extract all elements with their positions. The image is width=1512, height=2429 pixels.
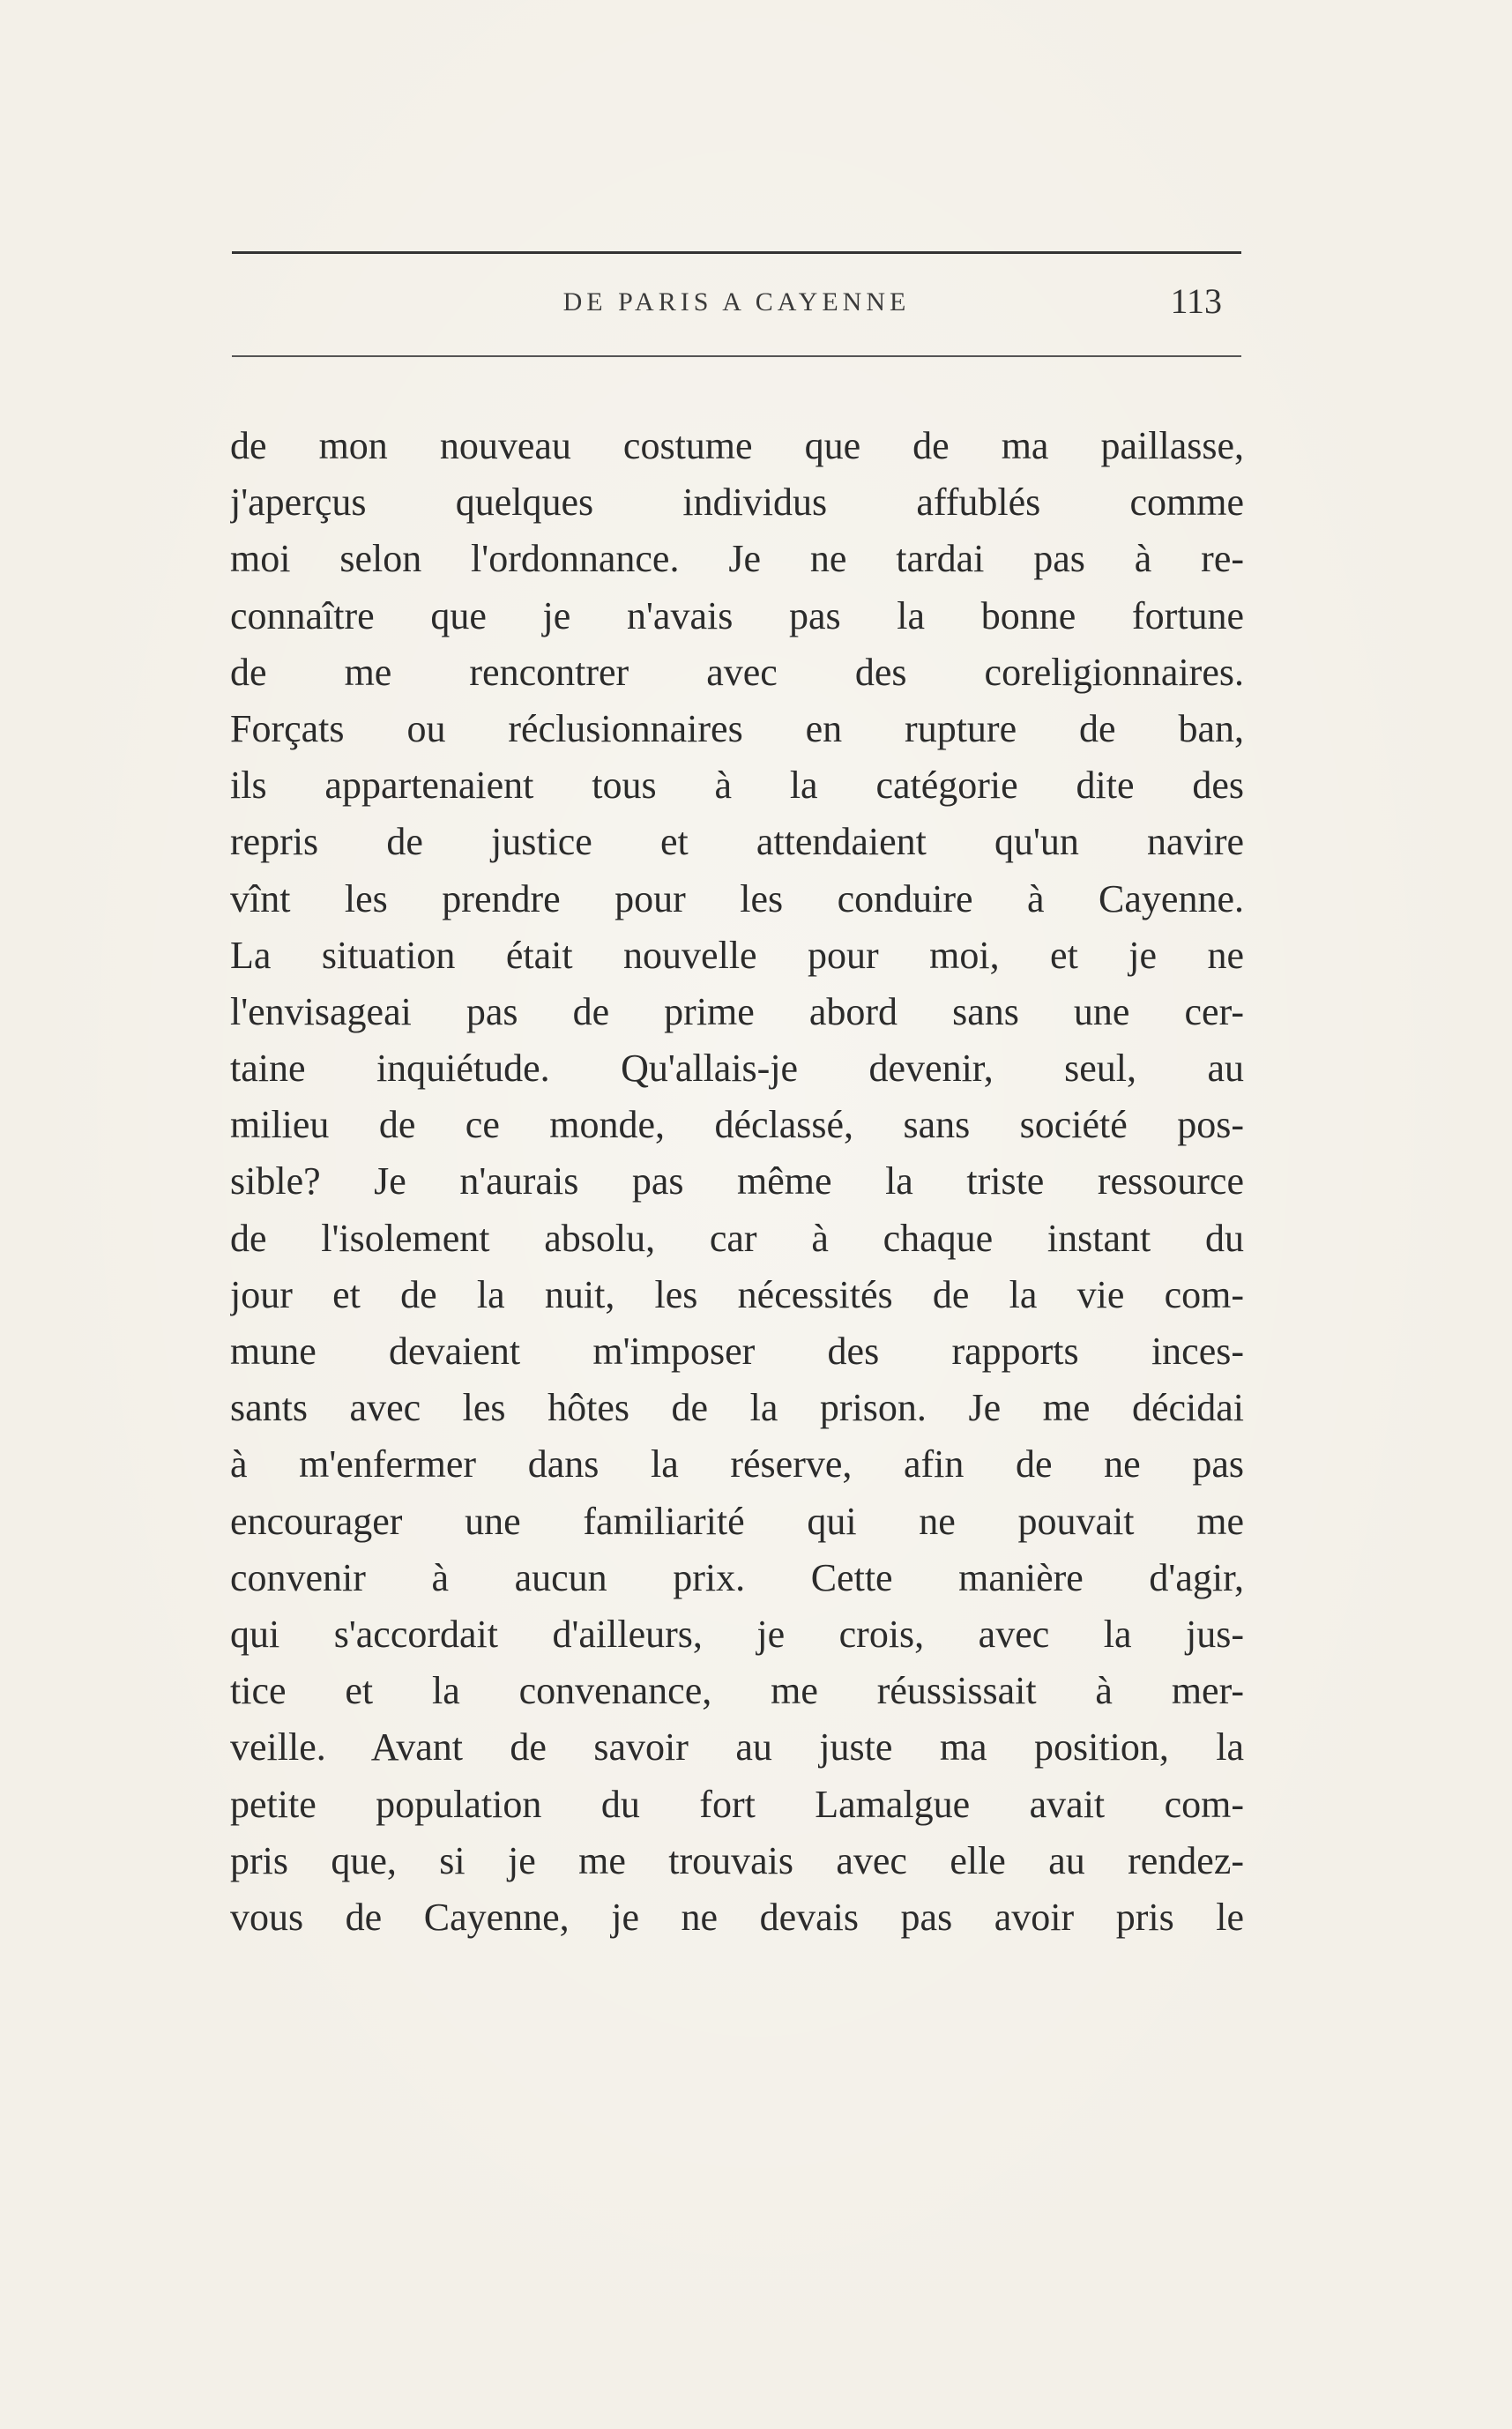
text-line: vînt les prendre pour les conduire à Cayenne. bbox=[230, 876, 1244, 920]
header-bottom-rule bbox=[232, 355, 1241, 357]
header-top-rule bbox=[232, 251, 1241, 254]
text-line: de mon nouveau costume que de ma paillasse, bbox=[230, 424, 1244, 467]
page-number: 113 bbox=[1170, 281, 1222, 321]
text-line: taine inquiétude. Qu'allais-je devenir, seul, au bbox=[230, 1047, 1244, 1091]
text-line: jour et de la nuit, les nécessités de la vie com- bbox=[230, 1272, 1244, 1316]
text-line: l'envisageai pas de prime abord sans une cer- bbox=[230, 989, 1244, 1033]
text-line: de l'isolement absolu, car à chaque instant du bbox=[230, 1216, 1244, 1260]
text-line: qui s'accordait d'ailleurs, je crois, avec la jus- bbox=[230, 1612, 1244, 1656]
text-line: repris de justice et attendaient qu'un navire bbox=[230, 820, 1244, 864]
text-line: veille. Avant de savoir au juste ma position, la bbox=[230, 1725, 1244, 1770]
text-line: Forçats ou réclusionnaires en rupture de ban, bbox=[230, 706, 1244, 750]
running-title: DE PARIS A CAYENNE bbox=[562, 287, 911, 317]
text-line: connaître que je n'avais pas la bonne fortune bbox=[230, 593, 1244, 637]
text-line: à m'enfermer dans la réserve, afin de ne pas bbox=[230, 1442, 1244, 1486]
text-line: encourager une familiarité qui ne pouvait me bbox=[230, 1499, 1244, 1543]
text-line: moi selon l'ordonnance. Je ne tardai pas à re- bbox=[230, 537, 1244, 581]
text-line: vous de Cayenne, je ne devais pas avoir pris le bbox=[230, 1895, 1244, 1939]
text-line: convenir à aucun prix. Cette manière d'agir, bbox=[230, 1555, 1244, 1599]
text-line: tice et la convenance, me réussissait à mer- bbox=[230, 1669, 1244, 1713]
text-line: pris que, si je me trouvais avec elle au rendez- bbox=[230, 1838, 1244, 1882]
text-line: ils appartenaient tous à la catégorie dite des bbox=[230, 764, 1244, 808]
text-line: sants avec les hôtes de la prison. Je me décidai bbox=[230, 1386, 1244, 1430]
text-line: sible? Je n'aurais pas même la triste ressource bbox=[230, 1159, 1244, 1203]
text-line: milieu de ce monde, déclassé, sans société pos- bbox=[230, 1103, 1244, 1147]
text-line: j'aperçus quelques individus affublés comme bbox=[230, 481, 1244, 525]
text-line: La situation était nouvelle pour moi, et je ne bbox=[230, 933, 1244, 977]
text-line: de me rencontrer avec des coreligionnaires. bbox=[230, 650, 1244, 694]
text-line: petite population du fort Lamalgue avait com- bbox=[230, 1782, 1244, 1826]
running-head bbox=[232, 280, 1241, 333]
text-line: mune devaient m'imposer des rapports inces- bbox=[230, 1330, 1244, 1373]
body-text bbox=[230, 418, 1244, 1946]
